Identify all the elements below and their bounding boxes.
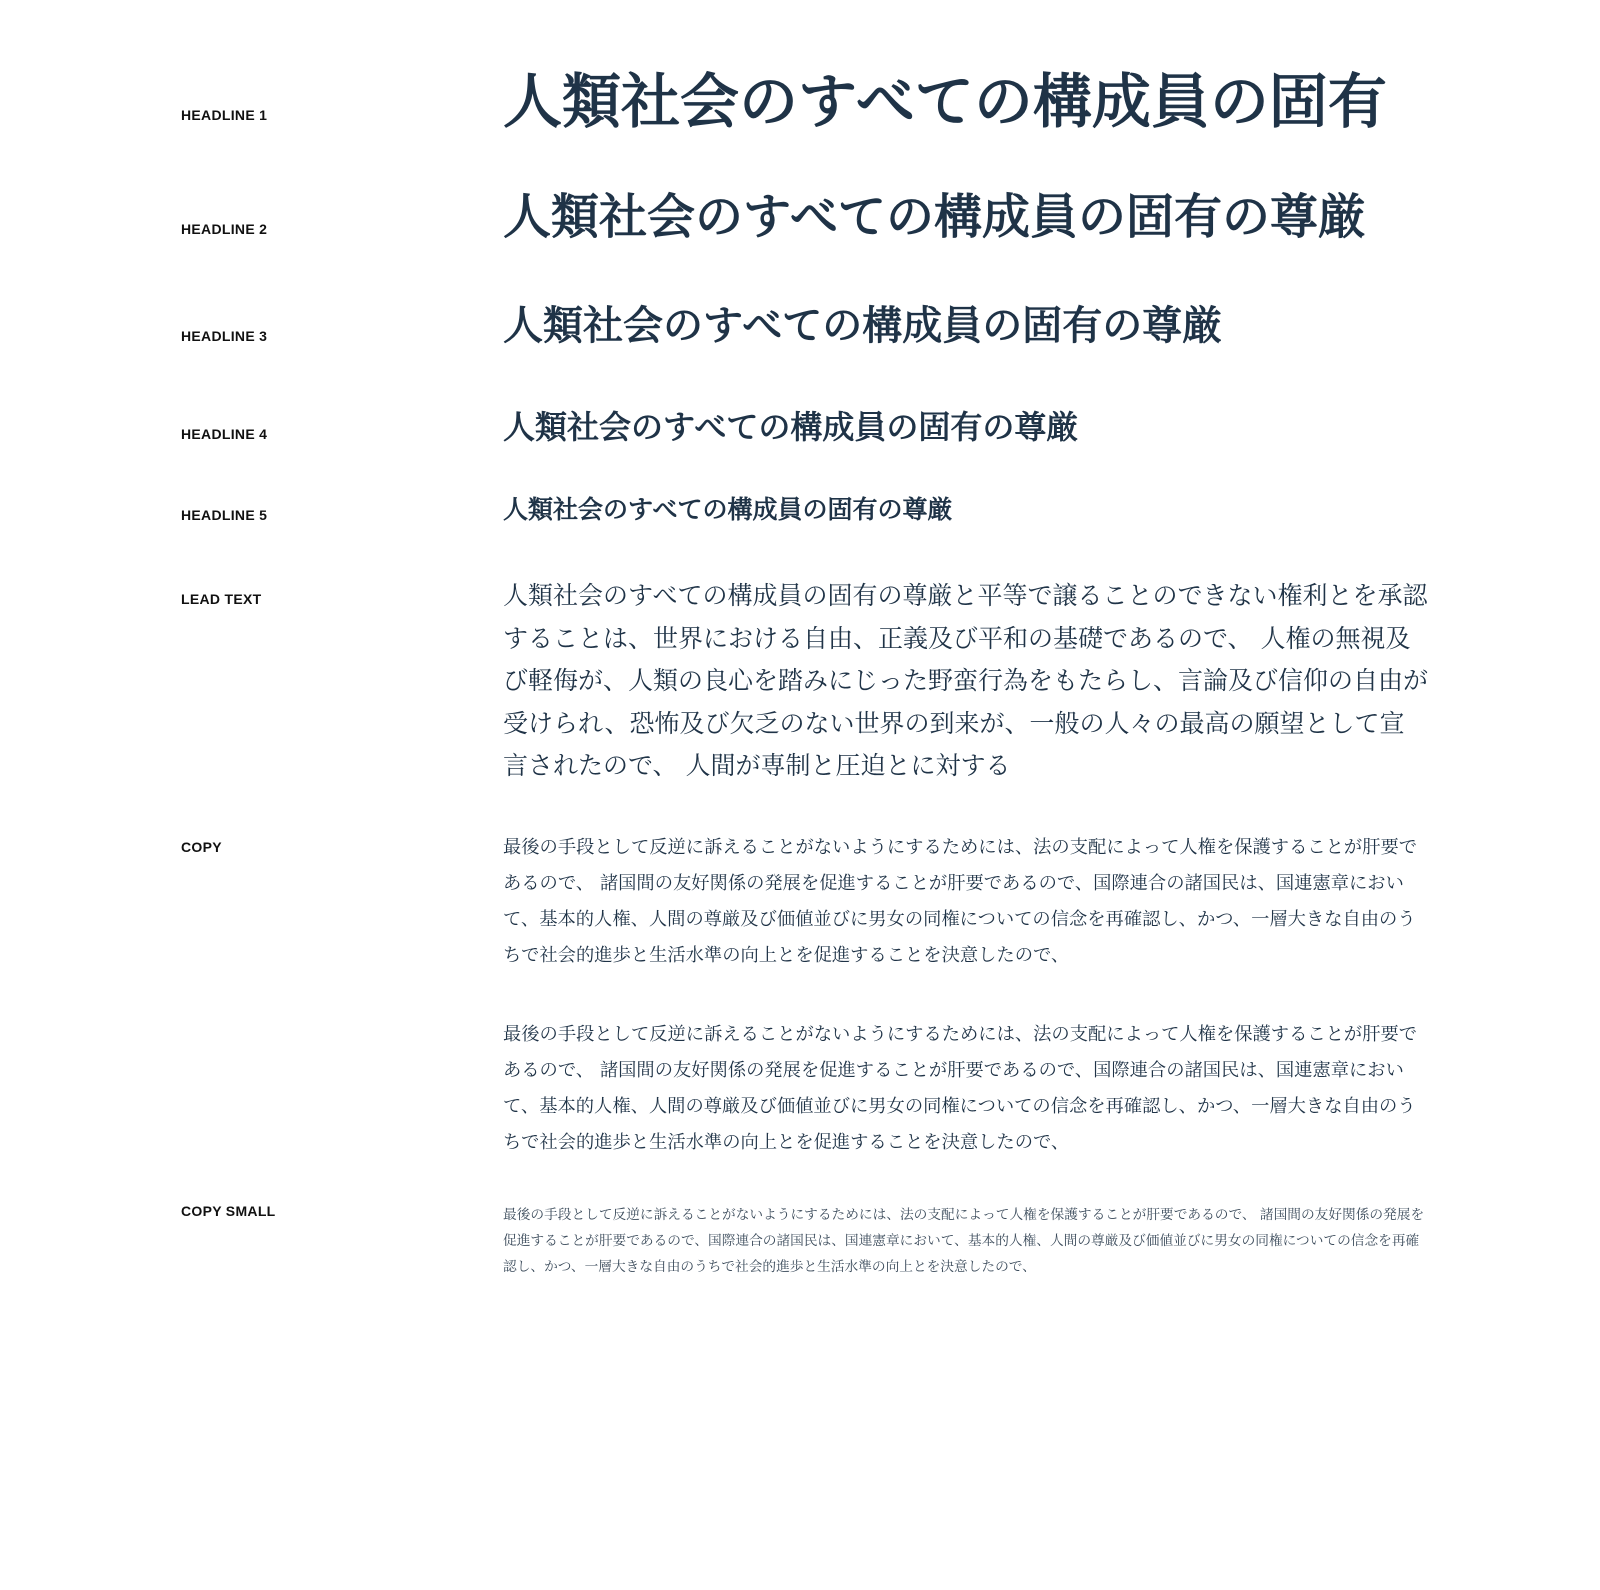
label-copy: COPY bbox=[181, 839, 222, 855]
label-headline-4: HEADLINE 4 bbox=[181, 426, 268, 442]
label-lead-text: LEAD TEXT bbox=[181, 591, 262, 607]
label-headline-2: HEADLINE 2 bbox=[181, 221, 268, 237]
sample-headline-2: 人類社会のすべての構成員の固有の尊厳 bbox=[503, 189, 1367, 245]
sample-headline-3: 人類社会のすべての構成員の固有の尊厳 bbox=[503, 303, 1223, 349]
sample-headline-5: 人類社会のすべての構成員の固有の尊厳 bbox=[503, 495, 953, 524]
label-headline-3: HEADLINE 3 bbox=[181, 328, 268, 344]
sample-headline-4: 人類社会のすべての構成員の固有の尊厳 bbox=[503, 408, 1079, 446]
label-copy-small: COPY SMALL bbox=[181, 1203, 276, 1219]
sample-headline-1: 人類社会のすべての構成員の固有 bbox=[503, 67, 1387, 136]
sample-copy-paragraph-1: 最後の手段として反逆に訴えることがないようにするためには、法の支配によって人権を保護することが肝要であるので、 諸国間の友好関係の発展を促進することが肝要であるので、国際連合の諸国民は、国連憲章において、基本的人権、人間の尊厳及び価値並びに男女の同権についての信念を再確認し、かつ、一層大きな自由のうちで社会的進歩と生活水準の向上とを促進することを決意したので、 bbox=[503, 837, 1418, 966]
label-headline-5: HEADLINE 5 bbox=[181, 507, 268, 523]
sample-lead-text: 人類社会のすべての構成員の固有の尊厳と平等で譲ることのできない権利とを承認することは、世界における自由、正義及び平和の基礎であるので、 人権の無視及び軽侮が、人類の良心を踏みにじった野蛮行為をもたらし、言論及び信仰の自由が受けられ、恐怖及び欠乏のない世界の到来が、一般の人々の最高の願望として宣言されたので、 人間が専制と圧迫とに対する bbox=[503, 581, 1429, 780]
label-headline-1: HEADLINE 1 bbox=[181, 107, 268, 123]
sample-copy-paragraph-2: 最後の手段として反逆に訴えることがないようにするためには、法の支配によって人権を保護することが肝要であるので、 諸国間の友好関係の発展を促進することが肝要であるので、国際連合の諸国民は、国連憲章において、基本的人権、人間の尊厳及び価値並びに男女の同権についての信念を再確認し、かつ、一層大きな自由のうちで社会的進歩と生活水準の向上とを促進することを決意したので、 bbox=[503, 1024, 1418, 1153]
sample-copy-small: 最後の手段として反逆に訴えることがないようにするためには、法の支配によって人権を保護することが肝要であるので、 諸国間の友好関係の発展を促進することが肝要であるので、国際連合の諸国民は、国連憲章において、基本的人権、人間の尊厳及び価値並びに男女の同権についての信念を再確認し、かつ、一層大きな自由のうちで社会的進歩と生活水準の向上とを決意したので、 bbox=[503, 1207, 1425, 1275]
